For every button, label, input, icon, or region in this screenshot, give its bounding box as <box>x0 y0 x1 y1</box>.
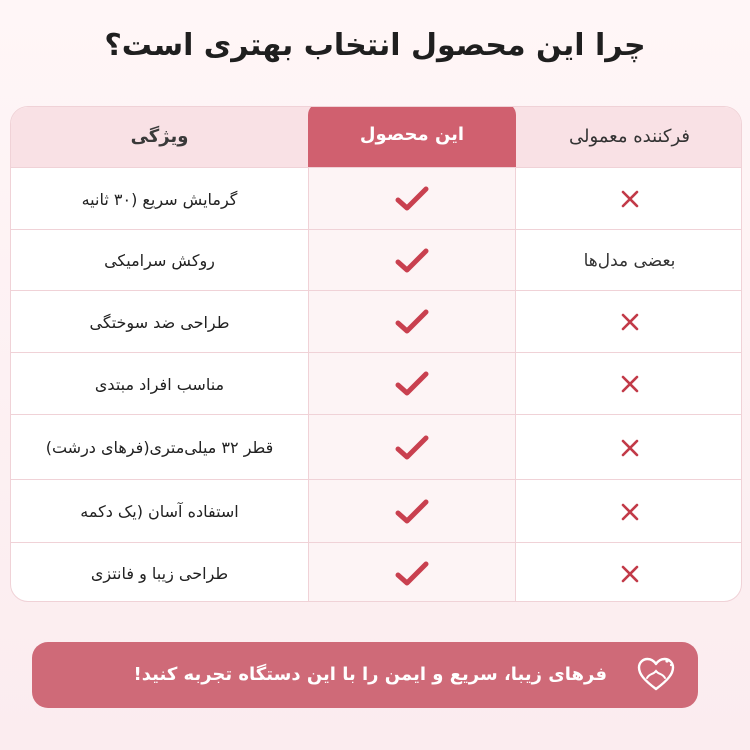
table-row <box>11 542 742 602</box>
regular-cell <box>516 480 742 543</box>
regular-cell <box>516 415 742 480</box>
check-icon <box>394 498 430 526</box>
feature-label: طراحی ضد سوختگی <box>89 312 230 332</box>
regular-text: بعضی مدل‌ها <box>583 250 676 271</box>
product-cell <box>308 230 516 291</box>
table-row <box>11 479 742 542</box>
regular-cell <box>516 291 742 353</box>
cross-icon <box>620 374 640 394</box>
check-icon <box>394 247 430 275</box>
feature-label: روکش سرامیکی <box>104 251 215 270</box>
check-icon <box>394 560 430 588</box>
product-cell <box>308 415 516 480</box>
table-header <box>11 107 742 167</box>
feature-label: استفاده آسان (یک دکمه <box>80 502 239 521</box>
table-row <box>11 229 742 290</box>
feature-label: طراحی زیبا و فانتزی <box>90 564 229 583</box>
product-cell <box>308 291 516 353</box>
page-title: چرا این محصول انتخاب بهتری است؟ <box>104 28 646 63</box>
regular-cell <box>516 168 742 230</box>
product-cell <box>308 543 516 602</box>
cta-banner <box>32 642 698 708</box>
table-row <box>11 290 742 352</box>
regular-cell <box>516 353 742 415</box>
product-cell <box>308 480 516 543</box>
product-cell <box>308 168 516 230</box>
cross-icon <box>620 189 640 209</box>
header-regular: فرکننده معمولی <box>568 126 691 147</box>
regular-cell <box>516 543 742 602</box>
banner-text: فرهای زیبا، سریع و ایمن را با این دستگاه تجربه کنید! <box>133 664 607 685</box>
header-feature: ویژگی <box>130 126 189 147</box>
cross-icon <box>620 564 640 584</box>
check-icon <box>394 370 430 398</box>
heart-icon <box>636 655 676 695</box>
check-icon <box>394 434 430 462</box>
feature-label: مناسب افراد مبتدی <box>94 374 225 394</box>
cross-icon <box>620 312 640 332</box>
table-row <box>11 352 742 414</box>
header-product: این محصول <box>308 106 516 167</box>
cross-icon <box>620 438 640 458</box>
table-row <box>11 167 742 229</box>
product-cell <box>308 353 516 415</box>
regular-cell <box>516 230 742 291</box>
check-icon <box>394 308 430 336</box>
feature-label: قطر ۳۲ میلی‌متری(فرهای درشت) <box>45 438 274 457</box>
comparison-table <box>10 106 742 602</box>
check-icon <box>394 185 430 213</box>
feature-label: گرمایش سریع (۳۰ ثانیه <box>81 189 238 209</box>
cross-icon <box>620 502 640 522</box>
table-row <box>11 414 742 479</box>
